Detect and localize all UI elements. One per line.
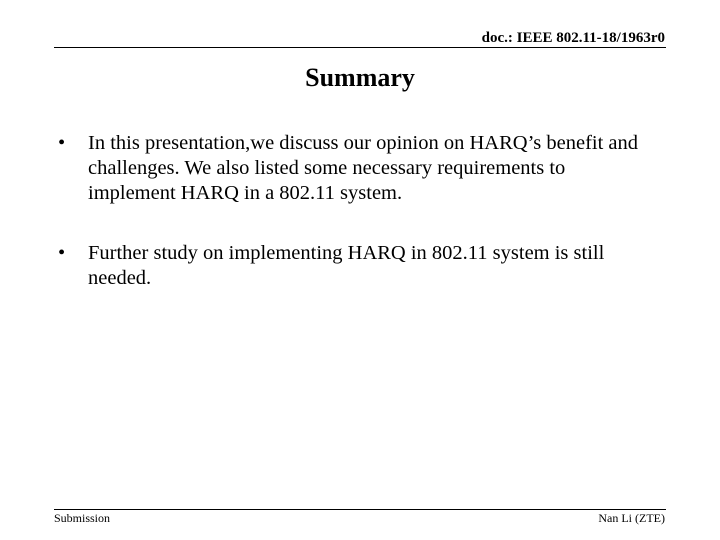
bullet-list (58, 131, 658, 326)
document-reference: doc.: IEEE 802.11-18/1963r0 (481, 30, 665, 46)
slide-title: Summary (305, 63, 415, 92)
bullet-icon: • (58, 132, 66, 154)
bullet-icon: • (58, 242, 66, 264)
header-divider (54, 47, 666, 48)
bullet-item (58, 131, 658, 206)
bullet-text: In this presentation,we discuss our opinion on HARQ’s benefit and challenges. We also listed some necessary requirements to implement HARQ in a 802.11 system. (88, 132, 639, 204)
footer-author: Nan Li (ZTE) (598, 511, 665, 525)
bullet-text: Further study on implementing HARQ in 802.11 system is still needed. (88, 242, 605, 289)
footer-divider (54, 509, 666, 510)
bullet-item (58, 241, 658, 291)
footer-submission: Submission (54, 511, 111, 525)
